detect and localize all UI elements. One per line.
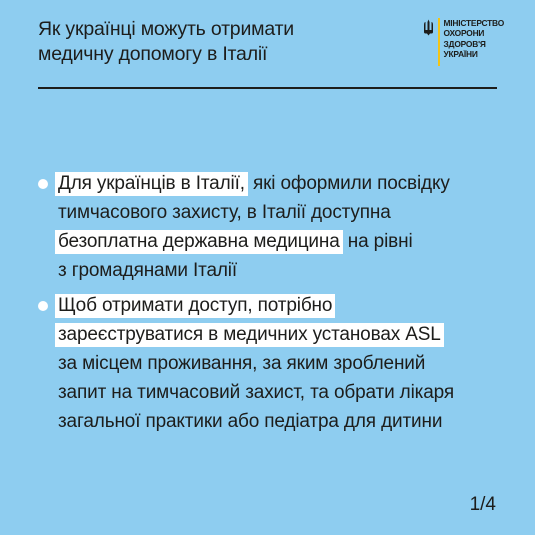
- title-line-1: Як українці можуть отримати: [38, 18, 294, 40]
- logo-line: ЗДОРОВ'Я: [443, 38, 486, 49]
- highlighted-text: Для українців в Італії,: [55, 172, 248, 196]
- title-line-2: медичну допомогу в Італії: [38, 43, 268, 65]
- highlighted-text: безоплатна державна медицина: [55, 230, 343, 254]
- title-divider: [38, 87, 497, 89]
- trident-icon: [423, 19, 434, 36]
- bullet-text: які оформили посвідку: [247, 173, 450, 194]
- page-indicator: 1/4: [469, 494, 496, 515]
- highlighted-text: зареєструватися в медичних установах ASL: [55, 323, 444, 347]
- logo-divider: [438, 18, 440, 66]
- highlighted-text: Щоб отримати доступ, потрібно: [55, 294, 335, 318]
- logo-line: ОХОРОНИ: [443, 28, 485, 39]
- logo-line: УКРАЇНИ: [443, 49, 478, 60]
- bullet-text: на рівні: [342, 231, 413, 252]
- bullet-text: за місцем проживання, за яким зроблений: [58, 353, 426, 374]
- bullet-text: з громадянами Італії: [58, 260, 237, 281]
- bullet-dot-icon: [38, 301, 48, 311]
- page-title: [38, 17, 294, 67]
- logo-line: МІНІСТЕРСТВО: [443, 18, 505, 28]
- bullet-text: запит на тимчасовий захист, та обрати лікаря: [58, 382, 455, 403]
- bullet-dot-icon: [38, 179, 48, 189]
- ministry-logo: [423, 18, 504, 66]
- logo-text: [444, 18, 505, 60]
- bullet-text: загальної практики або педіатра для дитини: [58, 411, 443, 432]
- bullet-text: тимчасового захисту, в Італії доступна: [58, 202, 391, 223]
